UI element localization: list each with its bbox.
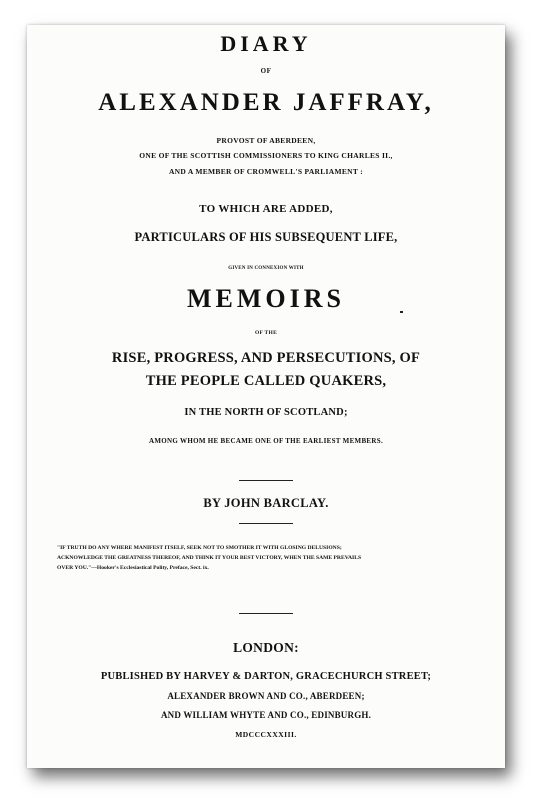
- author-line: BY JOHN BARCLAY.: [203, 496, 329, 510]
- title-page: [27, 25, 505, 768]
- imprint-city: LONDON:: [233, 640, 299, 655]
- ink-speck: [400, 311, 403, 313]
- of-line: OF: [260, 67, 272, 75]
- office-line: AND A MEMBER OF CROMWELL'S PARLIAMENT :: [168, 167, 364, 176]
- among-line: AMONG WHOM HE BECAME ONE OF THE EARLIEST MEMBERS.: [149, 437, 383, 445]
- epigraph-line: "IF TRUTH DO ANY WHERE MANIFEST ITSELF, SEEK NOT TO SMOTHER IT WITH GLOSING DELUSIONS;: [57, 545, 342, 551]
- office-line: ONE OF THE SCOTTISH COMMISSIONERS TO KING CHARLES II.,: [139, 151, 393, 160]
- imprint-third: AND WILLIAM WHYTE AND CO., EDINBURGH.: [160, 710, 372, 720]
- imprint-publisher: PUBLISHED BY HARVEY & DARTON, GRACECHURCH STREET;: [100, 671, 432, 682]
- author-subject-name: ALEXANDER JAFFRAY,: [98, 89, 434, 116]
- rise-line: RISE, PROGRESS, AND PERSECUTIONS, OF: [111, 350, 421, 366]
- title: DIARY: [220, 31, 312, 56]
- divider-rule: [239, 480, 293, 481]
- imprint-year: MDCCCXXXIII.: [235, 730, 297, 739]
- epigraph-line: ACKNOWLEDGE THE GREATNESS THEREOF, AND THINK IT YOUR BEST VICTORY, WHEN THE SAME PREVAILS: [57, 555, 362, 561]
- memoirs-heading: MEMOIRS: [187, 284, 345, 313]
- particulars-line: PARTICULARS OF HIS SUBSEQUENT LIFE,: [134, 230, 398, 244]
- divider-rule: [239, 613, 293, 614]
- of-the-line: OF THE: [254, 330, 278, 336]
- people-line: THE PEOPLE CALLED QUAKERS,: [145, 373, 387, 389]
- given-line: GIVEN IN CONNEXION WITH: [228, 266, 304, 271]
- office-line: PROVOST OF ABERDEEN,: [216, 136, 316, 145]
- divider-rule: [239, 523, 293, 524]
- imprint-second: ALEXANDER BROWN AND CO., ABERDEEN;: [167, 691, 365, 701]
- north-line: IN THE NORTH OF SCOTLAND;: [184, 407, 348, 418]
- epigraph-line: OVER YOU."—Hooker's Ecclesiastical Polity, Preface, Sect. ix.: [57, 565, 209, 571]
- added-line: TO WHICH ARE ADDED,: [199, 203, 333, 215]
